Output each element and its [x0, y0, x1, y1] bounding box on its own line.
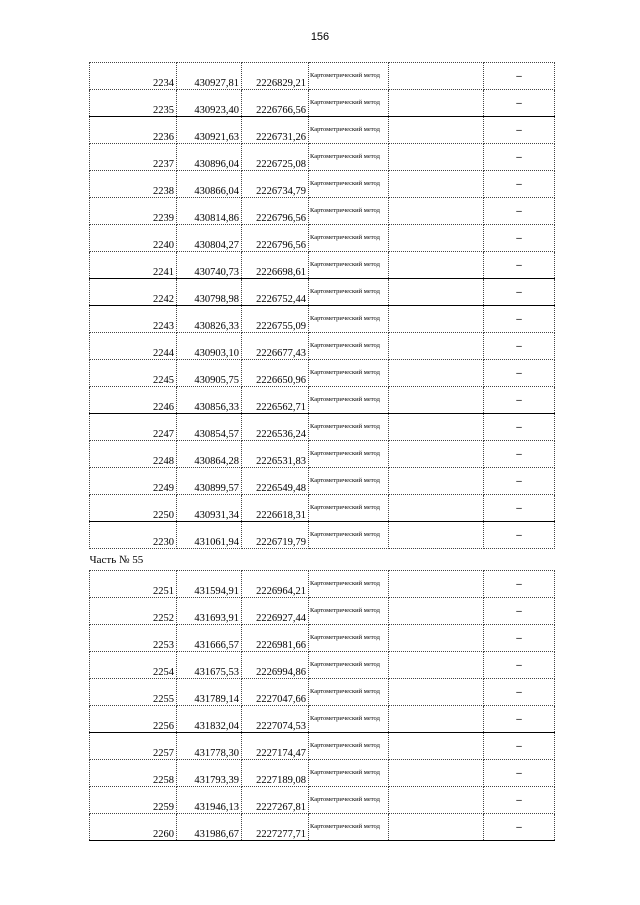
- dash-cell: –: [484, 306, 555, 333]
- table-row: [90, 279, 555, 306]
- point-number-cell: 2240: [90, 225, 177, 252]
- table-row: [90, 760, 555, 787]
- empty-cell: [389, 414, 484, 441]
- table-row: [90, 598, 555, 625]
- y-coordinate-cell: 2226677,43: [242, 333, 309, 360]
- coordinates-table: [89, 62, 555, 841]
- x-coordinate-cell: 430856,33: [177, 387, 242, 414]
- dash-cell: –: [484, 679, 555, 706]
- dash-cell: –: [484, 171, 555, 198]
- dash-cell: –: [484, 787, 555, 814]
- x-coordinate-cell: 430866,04: [177, 171, 242, 198]
- dash-cell: –: [484, 279, 555, 306]
- table-row: [90, 225, 555, 252]
- method-cell: Картометрический метод: [309, 198, 389, 225]
- point-number-cell: 2246: [90, 387, 177, 414]
- method-cell: Картометрический метод: [309, 144, 389, 171]
- empty-cell: [389, 333, 484, 360]
- method-cell: Картометрический метод: [309, 333, 389, 360]
- x-coordinate-cell: 430826,33: [177, 306, 242, 333]
- table-row: [90, 414, 555, 441]
- empty-cell: [389, 144, 484, 171]
- table-row: [90, 117, 555, 144]
- y-coordinate-cell: 2226549,48: [242, 468, 309, 495]
- point-number-cell: 2247: [90, 414, 177, 441]
- table-row: [90, 495, 555, 522]
- empty-cell: [389, 468, 484, 495]
- empty-cell: [389, 225, 484, 252]
- x-coordinate-cell: 430740,73: [177, 252, 242, 279]
- method-cell: Картометрический метод: [309, 652, 389, 679]
- empty-cell: [389, 252, 484, 279]
- table-row: [90, 733, 555, 760]
- table-row: [90, 787, 555, 814]
- part-heading: Часть № 55: [90, 549, 555, 571]
- point-number-cell: 2248: [90, 441, 177, 468]
- dash-cell: –: [484, 571, 555, 598]
- method-cell: Картометрический метод: [309, 706, 389, 733]
- method-cell: Картометрический метод: [309, 225, 389, 252]
- y-coordinate-cell: 2226829,21: [242, 63, 309, 90]
- x-coordinate-cell: 430931,34: [177, 495, 242, 522]
- y-coordinate-cell: 2226536,24: [242, 414, 309, 441]
- point-number-cell: 2239: [90, 198, 177, 225]
- empty-cell: [389, 522, 484, 549]
- point-number-cell: 2238: [90, 171, 177, 198]
- method-cell: Картометрический метод: [309, 360, 389, 387]
- dash-cell: –: [484, 252, 555, 279]
- dash-cell: –: [484, 598, 555, 625]
- table-row: [90, 198, 555, 225]
- empty-cell: [389, 90, 484, 117]
- empty-cell: [389, 117, 484, 144]
- page-number: 156: [310, 31, 330, 43]
- point-number-cell: 2245: [90, 360, 177, 387]
- method-cell: Картометрический метод: [309, 90, 389, 117]
- table-row: [90, 252, 555, 279]
- method-cell: Картометрический метод: [309, 495, 389, 522]
- table-row: [90, 679, 555, 706]
- method-cell: Картометрический метод: [309, 387, 389, 414]
- y-coordinate-cell: 2226796,56: [242, 198, 309, 225]
- point-number-cell: 2252: [90, 598, 177, 625]
- y-coordinate-cell: 2226731,26: [242, 117, 309, 144]
- x-coordinate-cell: 431675,53: [177, 652, 242, 679]
- y-coordinate-cell: 2227174,47: [242, 733, 309, 760]
- table-row: [90, 144, 555, 171]
- point-number-cell: 2235: [90, 90, 177, 117]
- x-coordinate-cell: 431832,04: [177, 706, 242, 733]
- x-coordinate-cell: 430899,57: [177, 468, 242, 495]
- empty-cell: [389, 652, 484, 679]
- method-cell: Картометрический метод: [309, 679, 389, 706]
- x-coordinate-cell: 430804,27: [177, 225, 242, 252]
- x-coordinate-cell: 431778,30: [177, 733, 242, 760]
- empty-cell: [389, 495, 484, 522]
- point-number-cell: 2243: [90, 306, 177, 333]
- table-row: [90, 63, 555, 90]
- point-number-cell: 2230: [90, 522, 177, 549]
- point-number-cell: 2260: [90, 814, 177, 841]
- y-coordinate-cell: 2226994,86: [242, 652, 309, 679]
- dash-cell: –: [484, 706, 555, 733]
- dash-cell: –: [484, 522, 555, 549]
- point-number-cell: 2249: [90, 468, 177, 495]
- x-coordinate-cell: 430923,40: [177, 90, 242, 117]
- point-number-cell: 2251: [90, 571, 177, 598]
- dash-cell: –: [484, 198, 555, 225]
- empty-cell: [389, 360, 484, 387]
- point-number-cell: 2256: [90, 706, 177, 733]
- table-row: [90, 387, 555, 414]
- method-cell: Картометрический метод: [309, 468, 389, 495]
- dash-cell: –: [484, 414, 555, 441]
- dash-cell: –: [484, 90, 555, 117]
- x-coordinate-cell: 431061,94: [177, 522, 242, 549]
- dash-cell: –: [484, 441, 555, 468]
- table-row: [90, 625, 555, 652]
- dash-cell: –: [484, 117, 555, 144]
- x-coordinate-cell: 430905,75: [177, 360, 242, 387]
- y-coordinate-cell: 2226562,71: [242, 387, 309, 414]
- dash-cell: –: [484, 63, 555, 90]
- point-number-cell: 2259: [90, 787, 177, 814]
- empty-cell: [389, 171, 484, 198]
- y-coordinate-cell: 2226698,61: [242, 252, 309, 279]
- method-cell: Картометрический метод: [309, 625, 389, 652]
- dash-cell: –: [484, 495, 555, 522]
- method-cell: Картометрический метод: [309, 733, 389, 760]
- dash-cell: –: [484, 652, 555, 679]
- y-coordinate-cell: 2226796,56: [242, 225, 309, 252]
- dash-cell: –: [484, 333, 555, 360]
- empty-cell: [389, 63, 484, 90]
- empty-cell: [389, 306, 484, 333]
- table-row: [90, 171, 555, 198]
- empty-cell: [389, 198, 484, 225]
- y-coordinate-cell: 2226927,44: [242, 598, 309, 625]
- empty-cell: [389, 571, 484, 598]
- empty-cell: [389, 625, 484, 652]
- x-coordinate-cell: 430814,86: [177, 198, 242, 225]
- method-cell: Картометрический метод: [309, 252, 389, 279]
- dash-cell: –: [484, 144, 555, 171]
- y-coordinate-cell: 2227074,53: [242, 706, 309, 733]
- x-coordinate-cell: 430896,04: [177, 144, 242, 171]
- method-cell: Картометрический метод: [309, 63, 389, 90]
- empty-cell: [389, 814, 484, 841]
- table-row: [90, 360, 555, 387]
- x-coordinate-cell: 431594,91: [177, 571, 242, 598]
- y-coordinate-cell: 2226725,08: [242, 144, 309, 171]
- x-coordinate-cell: 431789,14: [177, 679, 242, 706]
- y-coordinate-cell: 2227277,71: [242, 814, 309, 841]
- point-number-cell: 2250: [90, 495, 177, 522]
- table-row: [90, 306, 555, 333]
- point-number-cell: 2255: [90, 679, 177, 706]
- y-coordinate-cell: 2226719,79: [242, 522, 309, 549]
- table-row: [90, 468, 555, 495]
- dash-cell: –: [484, 814, 555, 841]
- dash-cell: –: [484, 225, 555, 252]
- method-cell: Картометрический метод: [309, 814, 389, 841]
- table-row: [90, 522, 555, 549]
- x-coordinate-cell: 431666,57: [177, 625, 242, 652]
- dash-cell: –: [484, 760, 555, 787]
- method-cell: Картометрический метод: [309, 117, 389, 144]
- table-row: [90, 814, 555, 841]
- method-cell: Картометрический метод: [309, 522, 389, 549]
- point-number-cell: 2236: [90, 117, 177, 144]
- y-coordinate-cell: 2226618,31: [242, 495, 309, 522]
- y-coordinate-cell: 2226766,56: [242, 90, 309, 117]
- empty-cell: [389, 706, 484, 733]
- x-coordinate-cell: 431986,67: [177, 814, 242, 841]
- x-coordinate-cell: 431793,39: [177, 760, 242, 787]
- y-coordinate-cell: 2226981,66: [242, 625, 309, 652]
- y-coordinate-cell: 2226531,83: [242, 441, 309, 468]
- point-number-cell: 2257: [90, 733, 177, 760]
- point-number-cell: 2254: [90, 652, 177, 679]
- dash-cell: –: [484, 733, 555, 760]
- method-cell: Картометрический метод: [309, 171, 389, 198]
- empty-cell: [389, 760, 484, 787]
- point-number-cell: 2241: [90, 252, 177, 279]
- method-cell: Картометрический метод: [309, 760, 389, 787]
- y-coordinate-cell: 2226964,21: [242, 571, 309, 598]
- x-coordinate-cell: 430864,28: [177, 441, 242, 468]
- y-coordinate-cell: 2226650,96: [242, 360, 309, 387]
- point-number-cell: 2253: [90, 625, 177, 652]
- x-coordinate-cell: 430903,10: [177, 333, 242, 360]
- x-coordinate-cell: 430927,81: [177, 63, 242, 90]
- dash-cell: –: [484, 625, 555, 652]
- empty-cell: [389, 733, 484, 760]
- y-coordinate-cell: 2226755,09: [242, 306, 309, 333]
- y-coordinate-cell: 2226752,44: [242, 279, 309, 306]
- method-cell: Картометрический метод: [309, 279, 389, 306]
- empty-cell: [389, 279, 484, 306]
- table-row: [90, 441, 555, 468]
- empty-cell: [389, 387, 484, 414]
- part-heading-row: [90, 549, 555, 571]
- table-row: [90, 706, 555, 733]
- y-coordinate-cell: 2227047,66: [242, 679, 309, 706]
- empty-cell: [389, 441, 484, 468]
- point-number-cell: 2242: [90, 279, 177, 306]
- y-coordinate-cell: 2226734,79: [242, 171, 309, 198]
- point-number-cell: 2244: [90, 333, 177, 360]
- dash-cell: –: [484, 360, 555, 387]
- point-number-cell: 2258: [90, 760, 177, 787]
- method-cell: Картометрический метод: [309, 414, 389, 441]
- point-number-cell: 2234: [90, 63, 177, 90]
- y-coordinate-cell: 2227267,81: [242, 787, 309, 814]
- empty-cell: [389, 679, 484, 706]
- method-cell: Картометрический метод: [309, 787, 389, 814]
- x-coordinate-cell: 431946,13: [177, 787, 242, 814]
- method-cell: Картометрический метод: [309, 441, 389, 468]
- y-coordinate-cell: 2227189,08: [242, 760, 309, 787]
- table-row: [90, 652, 555, 679]
- x-coordinate-cell: 430854,57: [177, 414, 242, 441]
- table-row: [90, 571, 555, 598]
- point-number-cell: 2237: [90, 144, 177, 171]
- method-cell: Картометрический метод: [309, 598, 389, 625]
- table-row: [90, 333, 555, 360]
- x-coordinate-cell: 430921,63: [177, 117, 242, 144]
- x-coordinate-cell: 430798,98: [177, 279, 242, 306]
- table-row: [90, 90, 555, 117]
- dash-cell: –: [484, 468, 555, 495]
- x-coordinate-cell: 431693,91: [177, 598, 242, 625]
- method-cell: Картометрический метод: [309, 571, 389, 598]
- method-cell: Картометрический метод: [309, 306, 389, 333]
- dash-cell: –: [484, 387, 555, 414]
- empty-cell: [389, 787, 484, 814]
- empty-cell: [389, 598, 484, 625]
